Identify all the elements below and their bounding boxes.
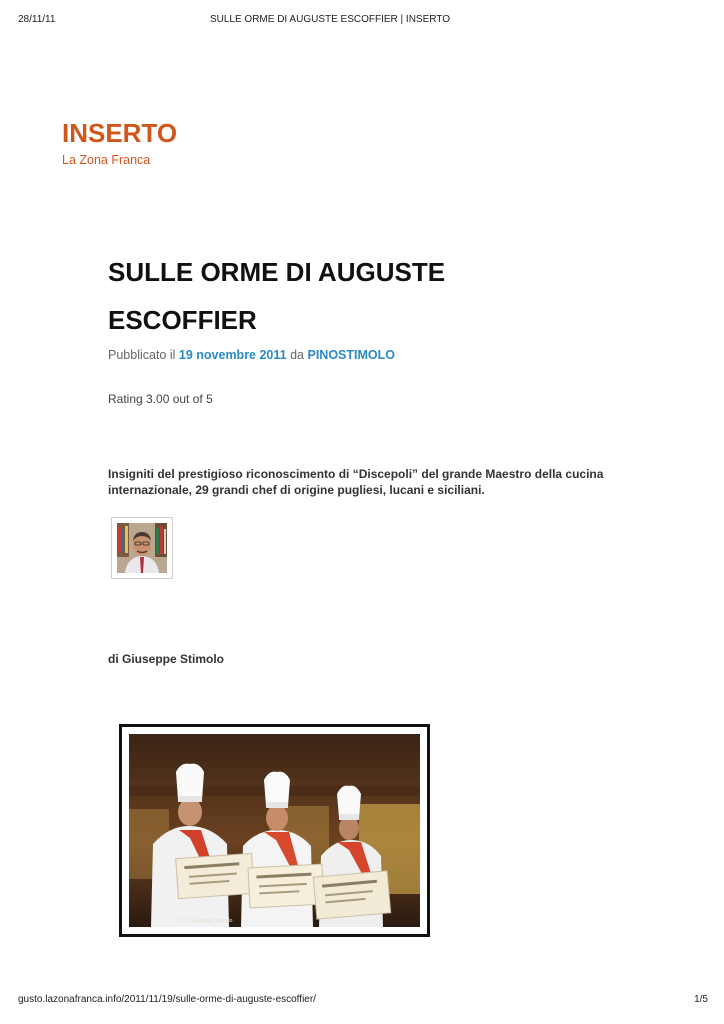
published-date-link[interactable]: 19 novembre 2011	[178, 348, 287, 362]
author-prefix: da	[290, 348, 304, 362]
published-prefix: Pubblicato il	[108, 348, 176, 362]
page-url: gusto.lazonafranca.info/2011/11/19/sulle-orme-di-auguste-escoffier/	[18, 994, 316, 1005]
author-photo	[111, 517, 173, 579]
article-meta	[108, 348, 395, 362]
article-title-line-2: ESCOFFIER	[108, 305, 257, 335]
article-lead: Insigniti del prestigioso riconoscimento di “Discepoli” del grande Maestro della cucina internazionale, 29 grandi chef di origine pugliesi, lucani e siciliani.	[108, 467, 604, 497]
author-link[interactable]: PINOSTIMOLO	[307, 348, 395, 362]
article-title-line-1: SULLE ORME DI AUGUSTE	[108, 257, 446, 287]
byline: di Giuseppe Stimolo	[108, 652, 225, 666]
chefs-photo	[119, 724, 430, 937]
site-tagline: La Zona Franca	[62, 153, 151, 167]
article-title	[108, 248, 628, 344]
print-date: 28/11/11	[18, 14, 56, 25]
chefs-award-photo	[129, 734, 420, 927]
photo-credit: Ph. © Giuseppe Stimolo	[179, 918, 233, 924]
page-number: 1/5	[694, 994, 708, 1005]
rating-text: Rating 3.00 out of 5	[108, 392, 213, 406]
site-title[interactable]: INSERTO	[62, 118, 178, 148]
print-header-title: SULLE ORME DI AUGUSTE ESCOFFIER | INSERTO	[209, 14, 451, 25]
author-portrait-image	[117, 523, 167, 573]
